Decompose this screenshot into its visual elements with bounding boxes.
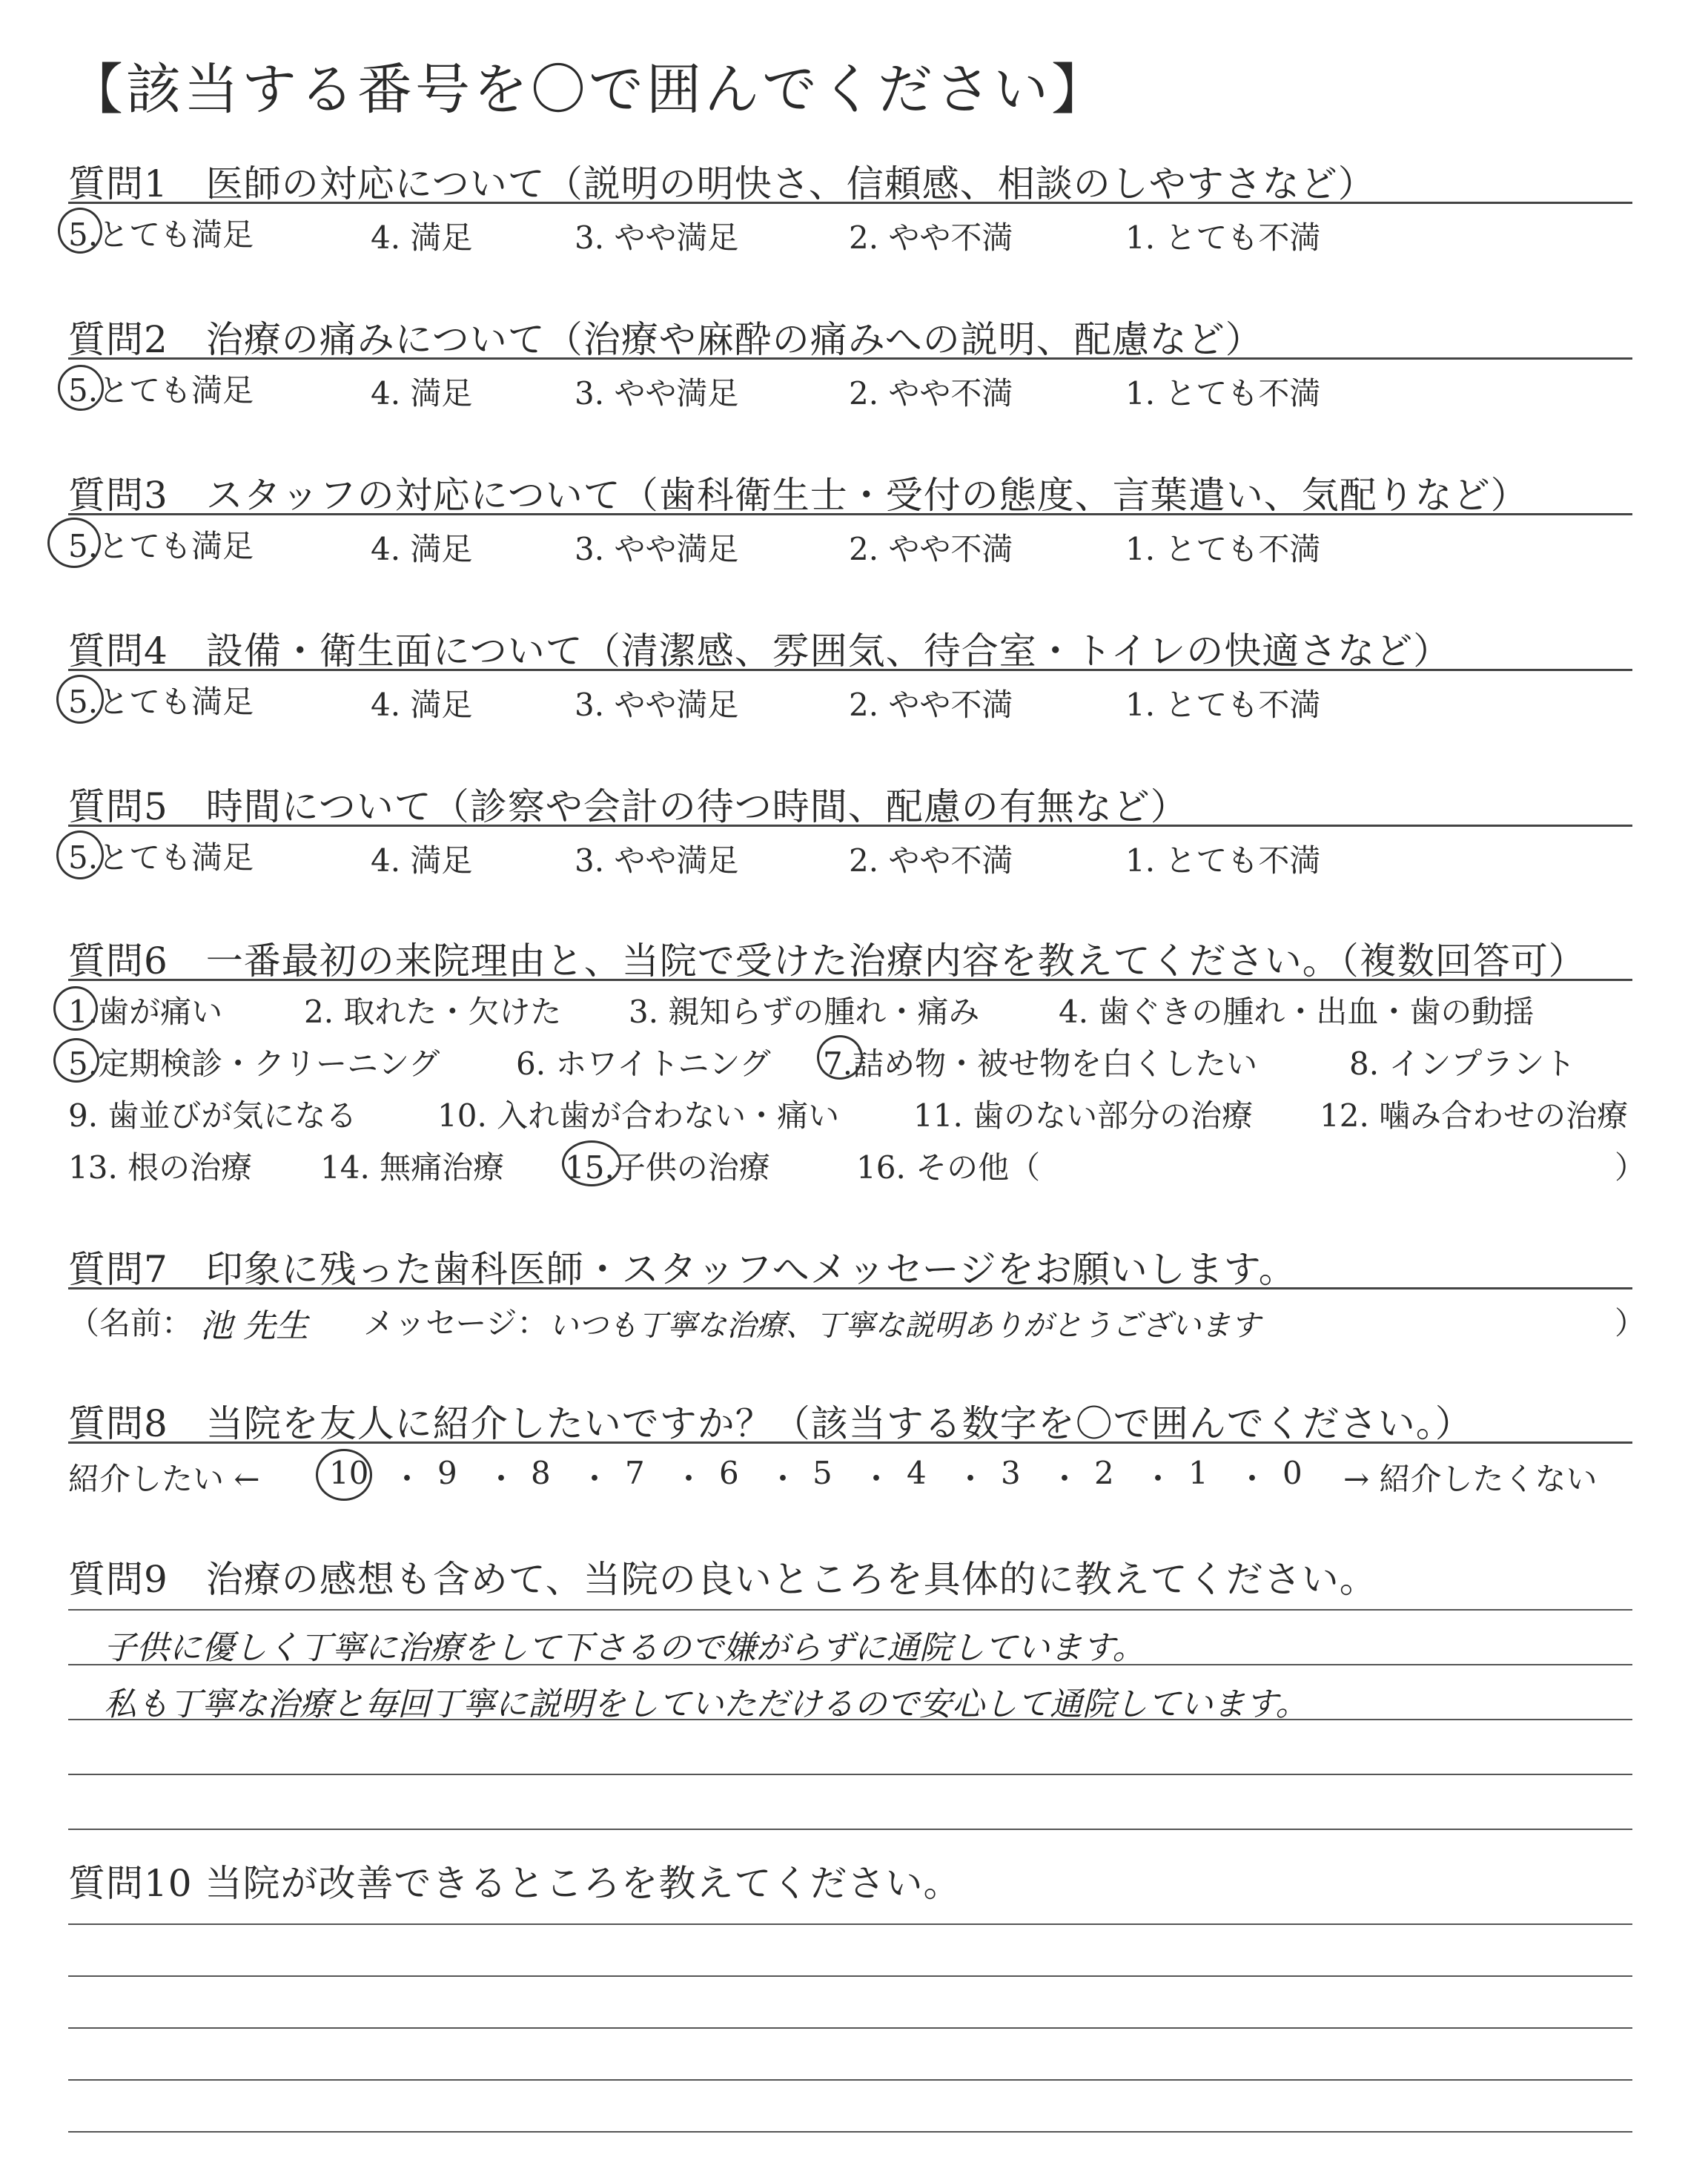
recommend-left-label: 紹介したい ← (68, 1461, 260, 1497)
option-4[interactable]: 4. 満足 (371, 531, 473, 567)
option-5[interactable]: 5.とても満足 (68, 684, 254, 720)
option-3[interactable]: 3. やや満足 (575, 687, 739, 723)
message-value[interactable]: いつも丁寧な治療、丁寧な説明ありがとうございます (549, 1309, 1260, 1343)
scale-separator: ・ (1049, 1461, 1081, 1497)
option-3[interactable]: 3. やや満足 (575, 531, 739, 567)
option-2[interactable]: 2. やや不満 (849, 687, 1013, 723)
answer-line (68, 1774, 1632, 1775)
option-2[interactable]: 2. 取れた・欠けた (304, 994, 562, 1030)
option-2[interactable]: 2. やや不満 (849, 531, 1013, 567)
question-6-title: 質問6 一番最初の来院理由と、当院で受けた治療内容を教えてください。（複数回答可） (68, 939, 1586, 982)
selection-circle (562, 1140, 621, 1186)
option-4[interactable]: 4. 歯ぐきの腫れ・出血・歯の動揺 (1059, 994, 1535, 1030)
answer-line (68, 1609, 1632, 1611)
option-12[interactable]: 12. 噛み合わせの治療 (1320, 1097, 1629, 1134)
answer-text-line-2[interactable]: 私も丁寧な治療と毎回丁寧に説明をしていただけるので安心して通院しています。 (104, 1685, 1308, 1723)
question-4-title: 質問4 設備・衛生面について（清潔感、雰囲気、待合室・トイレの快適さなど） (68, 630, 1452, 673)
option-16-close: ） (1615, 1149, 1646, 1186)
question-5-title: 質問5 時間について（診察や会計の待つ時間、配慮の有無など） (68, 785, 1188, 828)
option-5[interactable]: 5.定期検診・クリーニング (68, 1046, 440, 1082)
scale-separator: ・ (1142, 1461, 1174, 1497)
selection-circle (53, 986, 98, 1031)
answer-line (68, 2027, 1632, 2029)
option-2[interactable]: 2. やや不満 (849, 842, 1013, 879)
option-1[interactable]: 1. とても不満 (1125, 219, 1321, 256)
selection-circle (53, 1038, 99, 1083)
scale-separator: ・ (1237, 1461, 1268, 1497)
divider (68, 979, 1632, 981)
answer-line (68, 1829, 1632, 1830)
question-2-title: 質問2 治療の痛みについて（治療や麻酔の痛みへの説明、配慮など） (68, 318, 1263, 361)
scale-5[interactable]: 5 (812, 1455, 833, 1491)
selection-circle (56, 830, 104, 879)
scale-separator: ・ (955, 1461, 987, 1497)
question-7-title: 質問7 印象に残った歯科医師・スタッフへメッセージをお願いします。 (68, 1248, 1297, 1291)
option-1[interactable]: 1. とても不満 (1125, 842, 1321, 879)
option-3[interactable]: 3. 親知らずの腫れ・痛み (629, 994, 980, 1030)
selection-circle (47, 518, 101, 568)
option-4[interactable]: 4. 満足 (371, 219, 473, 256)
option-2[interactable]: 2. やや不満 (849, 375, 1013, 412)
option-3[interactable]: 3. やや満足 (575, 375, 739, 412)
option-2[interactable]: 2. やや不満 (849, 219, 1013, 256)
option-1[interactable]: 1. とても不満 (1125, 531, 1321, 567)
answer-line (68, 1923, 1632, 1925)
selection-circle (817, 1035, 863, 1080)
scale-4[interactable]: 4 (907, 1455, 927, 1491)
scale-separator: ・ (391, 1461, 423, 1497)
scale-3[interactable]: 3 (1001, 1455, 1021, 1491)
option-11[interactable]: 11. 歯のない部分の治療 (913, 1097, 1254, 1134)
option-5[interactable]: 5.とても満足 (68, 839, 254, 876)
option-9[interactable]: 9. 歯並びが気になる (68, 1097, 357, 1134)
divider (68, 1287, 1632, 1289)
selection-circle (58, 208, 102, 254)
option-1[interactable]: 1.歯が痛い (68, 994, 223, 1030)
answer-line (68, 1975, 1632, 1977)
option-5[interactable]: 5.とても満足 (68, 372, 254, 409)
option-14[interactable]: 14. 無痛治療 (320, 1149, 505, 1186)
option-3[interactable]: 3. やや満足 (575, 219, 739, 256)
option-4[interactable]: 4. 満足 (371, 687, 473, 723)
option-8[interactable]: 8. インプラント (1349, 1046, 1576, 1082)
question-1-title: 質問1 医師の対応について（説明の明快さ、信頼感、相談のしやすさなど） (68, 162, 1376, 205)
scale-7[interactable]: 7 (625, 1455, 645, 1491)
name-value[interactable]: 池 先生 (200, 1307, 308, 1345)
question-9-title: 質問9 治療の感想も含めて、当院の良いところを具体的に教えてください。 (68, 1558, 1377, 1601)
page-heading: 【該当する番号を〇で囲んでください】 (68, 58, 1109, 122)
recommend-right-label: → 紹介したくない (1343, 1461, 1598, 1497)
option-5[interactable]: 5.とても満足 (68, 217, 254, 253)
message-label: メッセージ： (363, 1305, 549, 1341)
scale-9[interactable]: 9 (437, 1455, 457, 1491)
divider (68, 513, 1632, 515)
option-4[interactable]: 4. 満足 (371, 842, 473, 879)
answer-line (68, 2079, 1632, 2081)
option-10[interactable]: 10. 入れ歯が合わない・痛い (437, 1097, 840, 1134)
selection-circle (56, 675, 104, 724)
scale-separator: ・ (861, 1461, 893, 1497)
option-3[interactable]: 3. やや満足 (575, 842, 739, 879)
scale-6[interactable]: 6 (719, 1455, 739, 1491)
option-7[interactable]: 7.詰め物・被せ物を白くしたい (823, 1046, 1258, 1082)
option-15[interactable]: 15.子供の治療 (565, 1149, 770, 1186)
message-close: ） (1615, 1305, 1646, 1341)
divider (68, 669, 1632, 671)
scale-separator: ・ (673, 1461, 705, 1497)
option-13[interactable]: 13. 根の治療 (68, 1149, 253, 1186)
selection-circle (316, 1449, 372, 1501)
divider (68, 825, 1632, 827)
option-16[interactable]: 16. その他（ (856, 1149, 1041, 1186)
answer-text-line-1[interactable]: 子供に優しく丁寧に治療をして下さるので嫌がらずに通院しています。 (104, 1629, 1145, 1667)
scale-separator: ・ (579, 1461, 611, 1497)
option-4[interactable]: 4. 満足 (371, 375, 473, 412)
option-1[interactable]: 1. とても不満 (1125, 375, 1321, 412)
question-10-title: 質問10 当院が改善できるところを教えてください。 (68, 1862, 961, 1905)
scale-2[interactable]: 2 (1094, 1455, 1114, 1491)
option-6[interactable]: 6. ホワイトニング (516, 1046, 771, 1082)
option-5[interactable]: 5.とても満足 (68, 528, 254, 564)
scale-separator: ・ (486, 1461, 517, 1497)
scale-8[interactable]: 8 (531, 1455, 551, 1491)
divider (68, 202, 1632, 204)
answer-line (68, 2131, 1632, 2133)
divider (68, 1441, 1632, 1444)
scale-separator: ・ (767, 1461, 799, 1497)
question-3-title: 質問3 スタッフの対応について（歯科衛生士・受付の態度、言葉遣い、気配りなど） (68, 474, 1529, 517)
scale-10[interactable]: 10 (329, 1455, 369, 1491)
selection-circle (58, 365, 104, 411)
scale-1[interactable]: 1 (1188, 1455, 1208, 1491)
option-1[interactable]: 1. とても不満 (1125, 687, 1321, 723)
scale-0[interactable]: 0 (1282, 1455, 1302, 1491)
question-8-title: 質問8 当院を友人に紹介したいですか？（該当する数字を〇で囲んでください。） (68, 1402, 1473, 1445)
divider (68, 357, 1632, 360)
name-label: （名前： (68, 1305, 193, 1341)
